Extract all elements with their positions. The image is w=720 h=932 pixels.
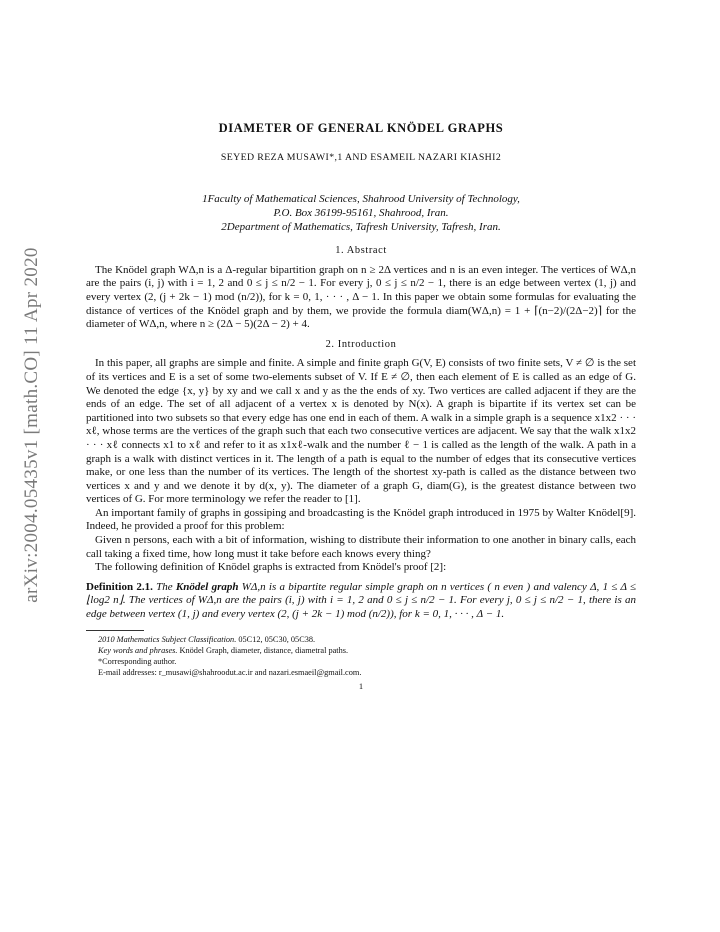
paper-page bbox=[86, 122, 636, 693]
msc-footnote bbox=[98, 634, 636, 645]
intro-paragraph-2: An important family of graphs in gossiping and broadcasting is the Knödel graph introduced in 1975 by Walter Knödel[9]. Indeed, he provided a proof for this problem: bbox=[86, 506, 636, 533]
keywords-label: Key words and phrases. bbox=[98, 645, 178, 655]
definition-lead: The bbox=[156, 580, 173, 593]
corresponding-author-note: *Corresponding author. bbox=[98, 656, 177, 666]
affiliation-1: 1Faculty of Mathematical Sciences, Shahrood University of Technology, bbox=[202, 193, 520, 206]
definition-2-1 bbox=[86, 581, 636, 622]
msc-value: 05C12, 05C30, 05C38. bbox=[238, 634, 316, 644]
intro-paragraph-1: In this paper, all graphs are simple and finite. A simple and finite graph G(V, E) consists of two finite sets, V ≠ ∅ is the set of its vertices and E is a set of some two-elements subset of V. If E ≠ ∅, then each element of E is called as an edge of G. We denoted the edge {x, y} by xy and we call x and y as the the ends of xy. Two vertices are called adjacent if they are the ends of an edge. The set of all adjacent of a vertex x is denoted by N(x). A graph is bipartite if its vertex set can be partitioned into two subsets so that every edge has one end in each of them. A walk in a simple graph is a sequence x1x2 · · · xℓ, whose terms are the vertices of the graph such that each two consecutive vertices are adjacent. We say that the walk x1x2 · · · xℓ connects x1 to xℓ and refer to it as x1xℓ-walk and the number ℓ − 1 is called as the length of the walk. A path in a graph is a walk with distinct vertices in it. The length of a path is equal to the number of edges that its consecutive vertices make, or one less than the number of its vertices. The length of the shortest xy-path is called as the distance between two vertices x and y and we denote it by d(x, y). The diameter of a graph G, diam(G), is the greatest distance between two vertices of G. For more terminology we refer the reader to [1]. bbox=[86, 357, 636, 506]
email-addresses: E-mail addresses: r_musawi@shahroodut.ac.ir and nazari.esmaeil@gmail.com. bbox=[98, 667, 362, 677]
msc-label: 2010 Mathematics Subject Classification. bbox=[98, 634, 237, 644]
introduction-heading: 2. Introduction bbox=[325, 338, 397, 350]
footnotes bbox=[86, 634, 636, 678]
definition-body: WΔ,n is a bipartite regular simple graph on n vertices ( n even ) and valency Δ, 1 ≤ Δ ≤ ⌊log2 n⌋. The vertices of WΔ,n are the pairs (i, j) with i = 1, 2 and 0 ≤ j ≤ n/2 − 1. For every j, 0 ≤ j ≤ n/2 − 1, there is an edge between vertex (1, j) and every vertex (2, (j + 2k − 1) mod (n/2)), for k = 0, 1, · · · , Δ − 1. bbox=[86, 580, 637, 621]
affiliation-2: 2Department of Mathematics, Tafresh University, Tafresh, Iran. bbox=[221, 221, 501, 234]
arxiv-stamp bbox=[12, 0, 52, 932]
keywords-value: Knödel Graph, diameter, distance, diametral paths. bbox=[179, 645, 349, 655]
abstract-text: The Knödel graph WΔ,n is a Δ-regular bipartition graph on n ≥ 2Δ vertices and n is an even integer. The vertices of WΔ,n are the pairs (i, j) with i = 1, 2 and 0 ≤ j ≤ n/2 − 1. For every j, 0 ≤ j ≤ n/2 − 1, there is an edge between vertex (1, j) and every vertex (2, (j + 2k − 1) mod (n/2)), for k = 0, 1, · · · , Δ − 1. In this paper we obtain some formulas for evaluating the distance of vertices of the Knödel graph and by them, we provide the formula diam(WΔ,n) = 1 + ⌈(n−2)/(2Δ−2)⌉ for the diameter of WΔ,n, where n ≥ (2Δ − 5)(2Δ − 2) + 4. bbox=[86, 263, 636, 331]
intro-paragraph-3: Given n persons, each with a bit of information, wishing to distribute their information to one another in binary calls, each call taking a fixed time, how long must it take before each knows every thing? bbox=[86, 534, 636, 560]
intro-paragraph-4: The following definition of Knödel graphs is extracted from Knödel's proof [2]: bbox=[95, 561, 447, 574]
definition-label: Definition 2.1. bbox=[86, 580, 153, 593]
definition-term: Knödel graph bbox=[175, 580, 239, 593]
page-number: 1 bbox=[358, 680, 364, 691]
abstract-heading: 1. Abstract bbox=[335, 245, 387, 257]
arxiv-id: arXiv:2004.05435v1 [math.CO] 11 Apr 2020 bbox=[21, 247, 42, 603]
affiliations bbox=[86, 192, 636, 234]
keywords-footnote bbox=[98, 645, 636, 656]
paper-title: DIAMETER OF GENERAL KNÖDEL GRAPHS bbox=[218, 121, 504, 135]
affiliation-1-address: P.O. Box 36199-95161, Shahrood, Iran. bbox=[273, 207, 449, 220]
footnote-rule bbox=[86, 630, 144, 631]
author-list: SEYED REZA MUSAWI*,1 AND ESAMEIL NAZARI KIASHI2 bbox=[220, 151, 502, 163]
